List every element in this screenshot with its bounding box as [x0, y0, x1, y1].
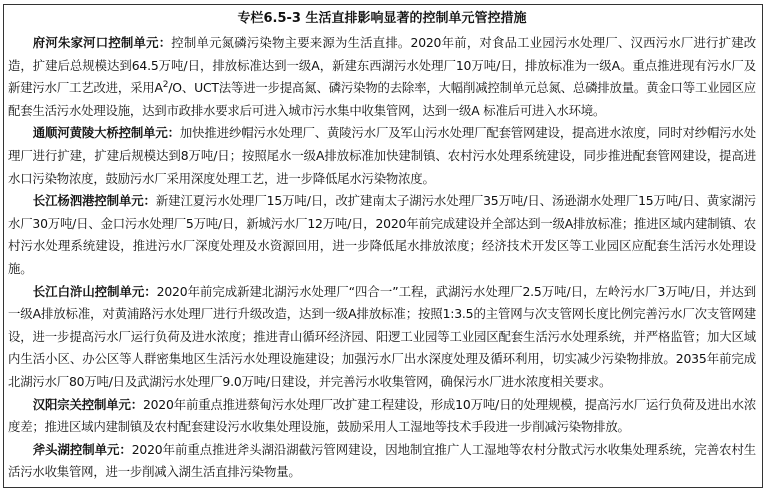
unit-yangsigang — [8, 190, 756, 280]
unit-label: 汉阳宗关控制单元： — [32, 396, 143, 412]
unit-fuhe — [8, 32, 756, 122]
unit-text: 控制单元氮磷污染物主要来源为生活直排。2020年前，对食品工业园污水处理厂、汉西污水厂进行扩建改造，扩建后总规模达到64.5万吨/日，排放标准达到一级A，新建东西湖污水处理厂10万吨/日，排放标准为一级A。重点推进现有污水厂及新建污水厂工艺改进，采用A — [8, 35, 756, 96]
unit-text: 2020年前完成新建北湖污水处理厂“四合一”工程，武湖污水处理厂2.5万吨/日，左岭污水厂3万吨/日，并达到一级A排放标准，对黄浦路污水处理厂进行升级改造，达到一级A排放标准；按照1:3.5的主管网与次支管网长度比例完善污水厂次支管网建设，进一步提高污水厂运行负荷及进水浓度；推进青山循环经济园、阳逻工业园等工业园区配套生活污水处理系统，并严格监管；加大区域内生活小区、办公区等人群密集地区生活污水处理设施建设；加强污水厂出水深度处理及循环利用，切实减少污染物排放。2035年前完成北湖污水厂80万吨/日及武湖污水处理厂9.0万吨/日建设，并完善污水收集管网，确保污水厂进水浓度相关要求。 — [8, 283, 757, 389]
unit-tongshun — [8, 122, 756, 190]
unit-label: 长江杨泗港控制单元： — [32, 193, 156, 209]
unit-text: 2020年前重点推进斧头湖沿湖截污管网建设，因地制宜推广人工湿地等农村分散式污水收集处理系统，完善农村生活污水收集管网，进一步削减入湖生活直排污染物量。 — [8, 441, 757, 480]
unit-futouhu — [8, 439, 756, 484]
unit-label: 府河朱家河口控制单元： — [32, 35, 172, 50]
box-title: 专栏6.5-3 生活直排影响显著的控制单元管控措施 — [237, 11, 527, 26]
unit-baihushan — [8, 281, 756, 394]
unit-text: 加快推进纱帽污水处理厂、黄陵污水厂及军山污水处理厂配套管网建设，提高进水浓度，同时对纱帽污水处理厂进行扩建，扩建后规模达到8万吨/日；按照尾水一级A排放标准加快建制镇、农村污水处理系统建设，同步推进配套管网建设，提高进水口污染物浓度，鼓励污水厂采用深度处理工艺，进一步降低尾水污染物浓度。 — [8, 125, 756, 186]
unit-label: 长江白浒山控制单元： — [32, 283, 157, 299]
unit-text: 新建江夏污水处理厂15万吨/日，改扩建南太子湖污水处理厂35万吨/日、汤逊湖水处理厂15万吨/日、黄家湖污水厂30万吨/日、金口污水处理厂5万吨/日，新城污水厂12万吨/日，2020年前完成建设并全部达到一级A排放标准；推进区域内建制镇、农村污水处理系统建设，推进污水厂深度处理及水资源回用，进一步降低尾水排放浓度；经济技术开发区等工业园区应配套生活污水处理设施。 — [8, 193, 756, 276]
unit-text: /O、UCT法等进一步提高氮、磷污染物的去除率，大幅削减控制单元总氮、总磷排放量。黄金口等工业园区应配套生活污水处理设施，达到市政排水要求后可进入城市污水集中收集管网，达到一级A 标准后可进入水环境。 — [8, 80, 756, 118]
unit-label: 斧头湖控制单元： — [32, 441, 132, 457]
unit-text: 2020年前重点推进蔡甸污水处理厂改扩建工程建设，形成10万吨/日的处理规模，提高污水厂运行负荷及进出水浓度差；推进区域内建制镇及农村配套建设污水收集处理设施，鼓励采用人工湿地等技术手段进一步削减污染物排放。 — [8, 396, 757, 435]
unit-zongguan — [8, 394, 756, 439]
unit-label: 通顺河黄陵大桥控制单元： — [32, 125, 180, 141]
sidebar-box — [3, 4, 763, 488]
superscript: 2 — [162, 80, 169, 91]
